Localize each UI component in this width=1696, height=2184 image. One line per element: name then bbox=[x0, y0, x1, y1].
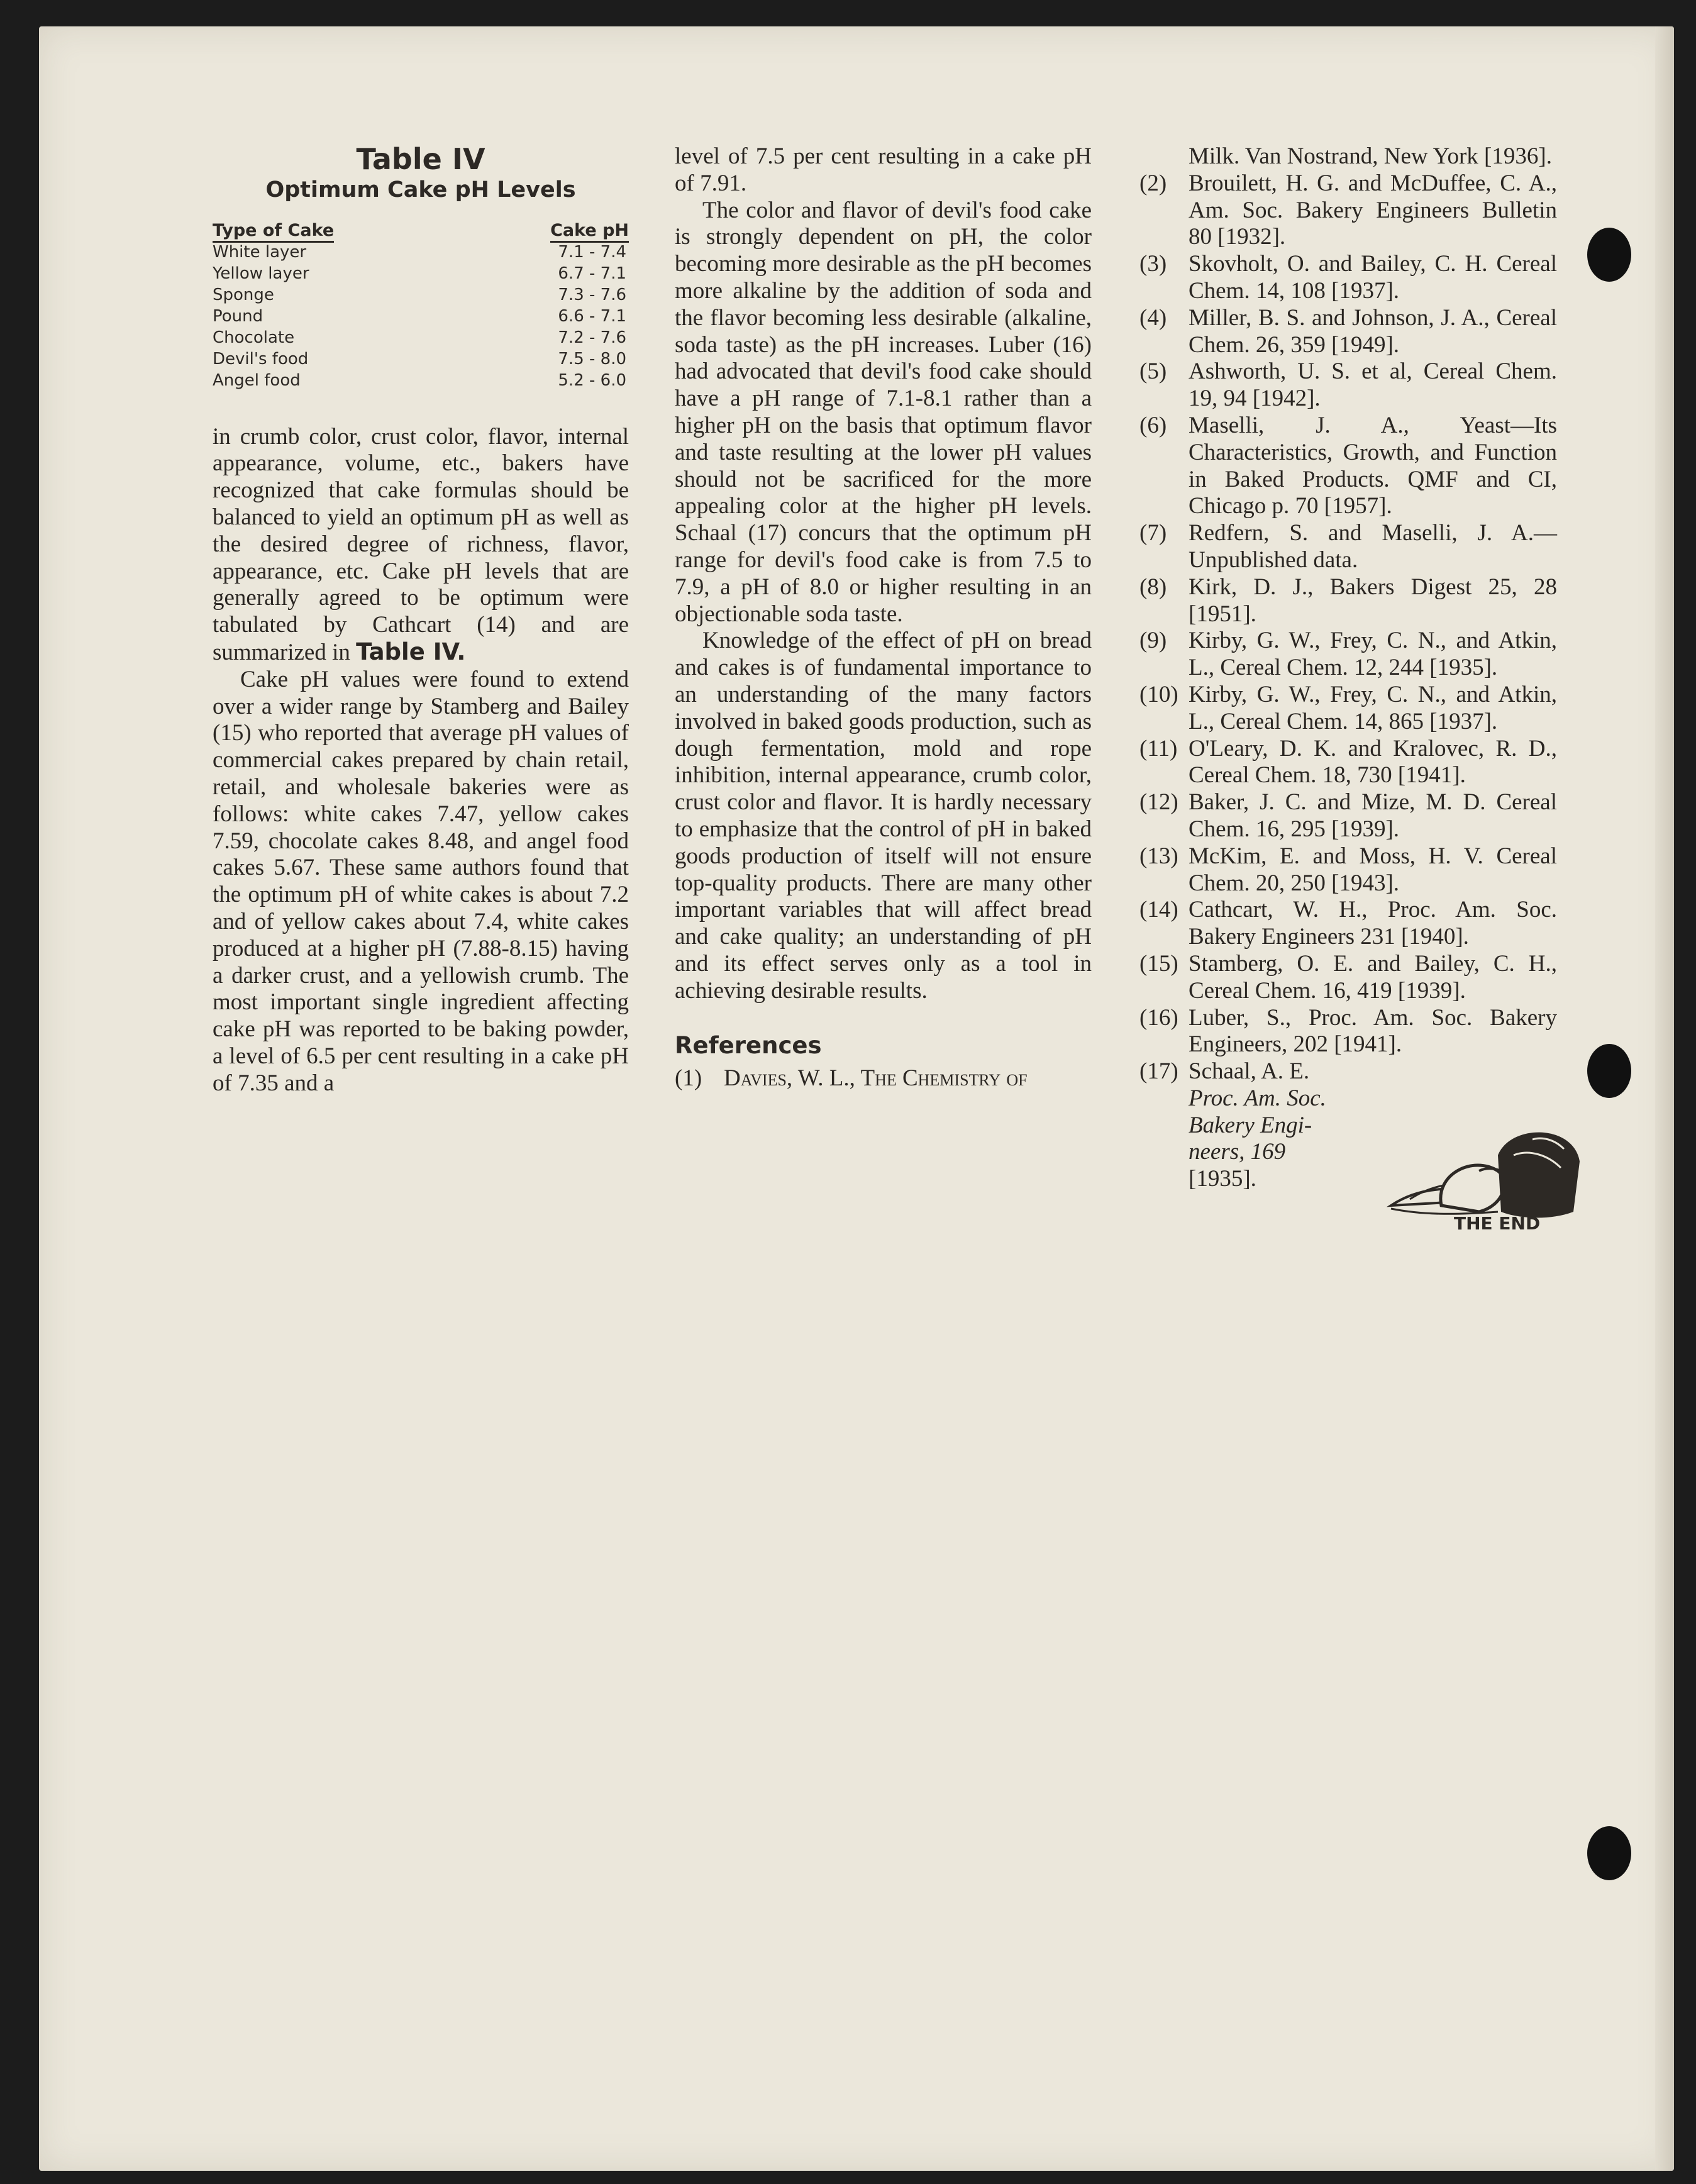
reference-item: (13) McKim, E. and Moss, H. V. Cereal Chem. 20, 250 [1943]. bbox=[1139, 843, 1557, 896]
paragraph: Cake pH values were found to extend over a wider range by Stamberg and Bailey (15) who reported that average pH values of commercial cakes prepared by chain retail, retail, and wholesale bakeries were as follows: white cakes 7.47, yellow cakes 7.59, chocolate cakes 8.48, and angel food cakes 5.67. These same authors found that the optimum pH of white cakes is about 7.2 and of yellow cakes about 7.4, white cakes produced at a higher pH (7.88-8.15) having a darker crust, and a yellowish crumb. The most important single ingredient affecting cake pH was reported to be baking powder, a level of 6.5 per cent resulting in a cake pH of 7.35 and a bbox=[213, 666, 629, 1096]
reference-item: (7) Redfern, S. and Maselli, J. A.—Unpublished data. bbox=[1139, 520, 1557, 573]
table-row bbox=[213, 306, 629, 327]
cake-ph: 7.1 - 7.4 bbox=[558, 242, 626, 262]
document-page bbox=[39, 26, 1674, 2171]
reference-line: Bakery Engi- bbox=[1189, 1112, 1312, 1138]
table-header-type: Type of Cake bbox=[213, 220, 465, 241]
reference-item: (4) Miller, B. S. and Johnson, J. A., Cereal Chem. 26, 359 [1949]. bbox=[1139, 304, 1557, 358]
reference-item: (8) Kirk, D. J., Bakers Digest 25, 28 [1951]. bbox=[1139, 574, 1557, 627]
table-title: Table IV bbox=[356, 142, 485, 176]
cake-type: Yellow layer bbox=[213, 263, 309, 283]
reference-line: Schaal, A. E. bbox=[1189, 1058, 1310, 1085]
reference-item: (17) Schaal, A. E. Proc. Am. Soc. Bakery Engi- neers, 169 [1935]. bbox=[1139, 1058, 1557, 1193]
reference-item: (9) Kirby, G. W., Frey, C. N., and Atkin, L., Cereal Chem. 12, 244 [1935]. bbox=[1139, 628, 1557, 681]
table-row bbox=[213, 348, 629, 370]
table-subtitle: Optimum Cake pH Levels bbox=[265, 177, 576, 202]
cake-ph: 6.7 - 7.1 bbox=[558, 263, 626, 283]
table-row bbox=[213, 284, 629, 306]
column-1 bbox=[213, 142, 629, 1097]
page-edge bbox=[1655, 26, 1674, 2171]
table-row bbox=[213, 263, 629, 284]
reference-item: (14) Cathcart, W. H., Proc. Am. Soc. Bakery Engineers 231 [1940]. bbox=[1139, 897, 1557, 950]
reference-item: (15) Stamberg, O. E. and Bailey, C. H., Cereal Chem. 16, 419 [1939]. bbox=[1139, 950, 1557, 1004]
cake-type: Pound bbox=[213, 306, 263, 326]
reference-item: (10) Kirby, G. W., Frey, C. N., and Atkin, L., Cereal Chem. 14, 865 [1937]. bbox=[1139, 681, 1557, 734]
the-end-label: THE END bbox=[1454, 1213, 1541, 1234]
paragraph: Knowledge of the effect of pH on bread and cakes is of fundamental importance to an understanding of the many factors involved in baked goods production, such as dough fermentation, mold and rope inhibition, internal appearance, crumb color, crust color and flavor. It is hardly necessary to emphasize that the control of pH in baked goods production of itself will not ensure top-quality products. There are many other important variables that will affect bread and cake quality; an understanding of pH and its effect serves only as a tool in achieving desirable results. bbox=[675, 628, 1092, 1004]
cake-type: Sponge bbox=[213, 285, 274, 304]
references-list bbox=[1139, 170, 1557, 1058]
reference-item: (6) Maselli, J. A., Yeast—Its Characteristics, Growth, and Function in Baked Products. QMF and CI, Chicago p. 70 [1957]. bbox=[1139, 412, 1557, 519]
reference-line: Proc. Am. Soc. bbox=[1189, 1085, 1326, 1111]
cake-ph: 6.6 - 7.1 bbox=[558, 306, 626, 326]
reference-line: [1935]. bbox=[1189, 1166, 1256, 1192]
references-heading: References bbox=[675, 1031, 822, 1059]
paragraph: The color and flavor of devil's food cake is strongly dependent on pH, the color becoming more desirable as the pH becomes more alkaline by the addition of soda and the flavor becoming less desirable (alkaline, soda taste) as the pH increases. Luber (16) had advocated that devil's food cake should have a pH range of 7.1-8.1 rather than a higher pH on the basis that optimum flavor and taste resulting at the lower pH values should not be sacrificed for the more appealing color at the higher pH levels. Schaal (17) concurs that the optimum pH range for devil's food cake is from 7.5 to 7.9, a pH of 8.0 or higher resulting in an objectionable soda taste. bbox=[675, 197, 1092, 627]
cake-ph: 7.3 - 7.6 bbox=[558, 285, 626, 304]
cake-type: Chocolate bbox=[213, 328, 295, 347]
reference-item: (1) Davies, W. L., The Chemistry of bbox=[675, 1065, 1028, 1092]
binder-hole bbox=[1587, 228, 1631, 282]
table-row bbox=[213, 241, 629, 263]
binder-hole bbox=[1587, 1044, 1631, 1098]
paragraph: level of 7.5 per cent resulting in a cake pH of 7.91. bbox=[675, 143, 1092, 196]
cake-type: Angel food bbox=[213, 370, 301, 390]
table-row bbox=[213, 327, 629, 348]
reference-item: (5) Ashworth, U. S. et al, Cereal Chem. 19, 94 [1942]. bbox=[1139, 358, 1557, 412]
reference-line: neers, 169 bbox=[1189, 1139, 1286, 1165]
reference-item: (2) Brouilett, H. G. and McDuffee, C. A., Am. Soc. Bakery Engineers Bulletin 80 [1932]. bbox=[1139, 170, 1557, 250]
ph-table bbox=[213, 220, 629, 391]
reference-item: (11) O'Leary, D. K. and Kralovec, R. D., Cereal Chem. 18, 730 [1941]. bbox=[1139, 735, 1557, 789]
column-3 bbox=[1139, 143, 1557, 1193]
cake-ph: 5.2 - 6.0 bbox=[558, 370, 626, 390]
paragraph: in crumb color, crust color, flavor, internal appearance, volume, etc., bakers have recognized that cake formulas should be balanced to yield an optimum pH as well as the desired degree of richness, flavor, appearance, etc. Cake pH levels that are generally agreed to be optimum were tabulated by Cathcart (14) and are summarized in Table IV. bbox=[213, 423, 629, 665]
table-row bbox=[213, 370, 629, 391]
cake-ph: 7.2 - 7.6 bbox=[558, 328, 626, 347]
binder-hole bbox=[1587, 1826, 1631, 1880]
reference-item: (3) Skovholt, O. and Bailey, C. H. Cereal Chem. 14, 108 [1937]. bbox=[1139, 251, 1557, 304]
reference-item: (16) Luber, S., Proc. Am. Soc. Bakery Engineers, 202 [1941]. bbox=[1139, 1004, 1557, 1058]
table-reference: Table IV. bbox=[356, 638, 466, 665]
reference-item: (12) Baker, J. C. and Mize, M. D. Cereal Chem. 16, 295 [1939]. bbox=[1139, 789, 1557, 842]
column-2 bbox=[675, 143, 1092, 1092]
cake-type: White layer bbox=[213, 242, 307, 262]
table-header-ph: Cake pH bbox=[465, 220, 629, 241]
cake-type: Devil's food bbox=[213, 349, 309, 369]
cake-ph: 7.5 - 8.0 bbox=[558, 349, 626, 369]
reference-item: Milk. Van Nostrand, New York [1936]. bbox=[1189, 143, 1552, 169]
